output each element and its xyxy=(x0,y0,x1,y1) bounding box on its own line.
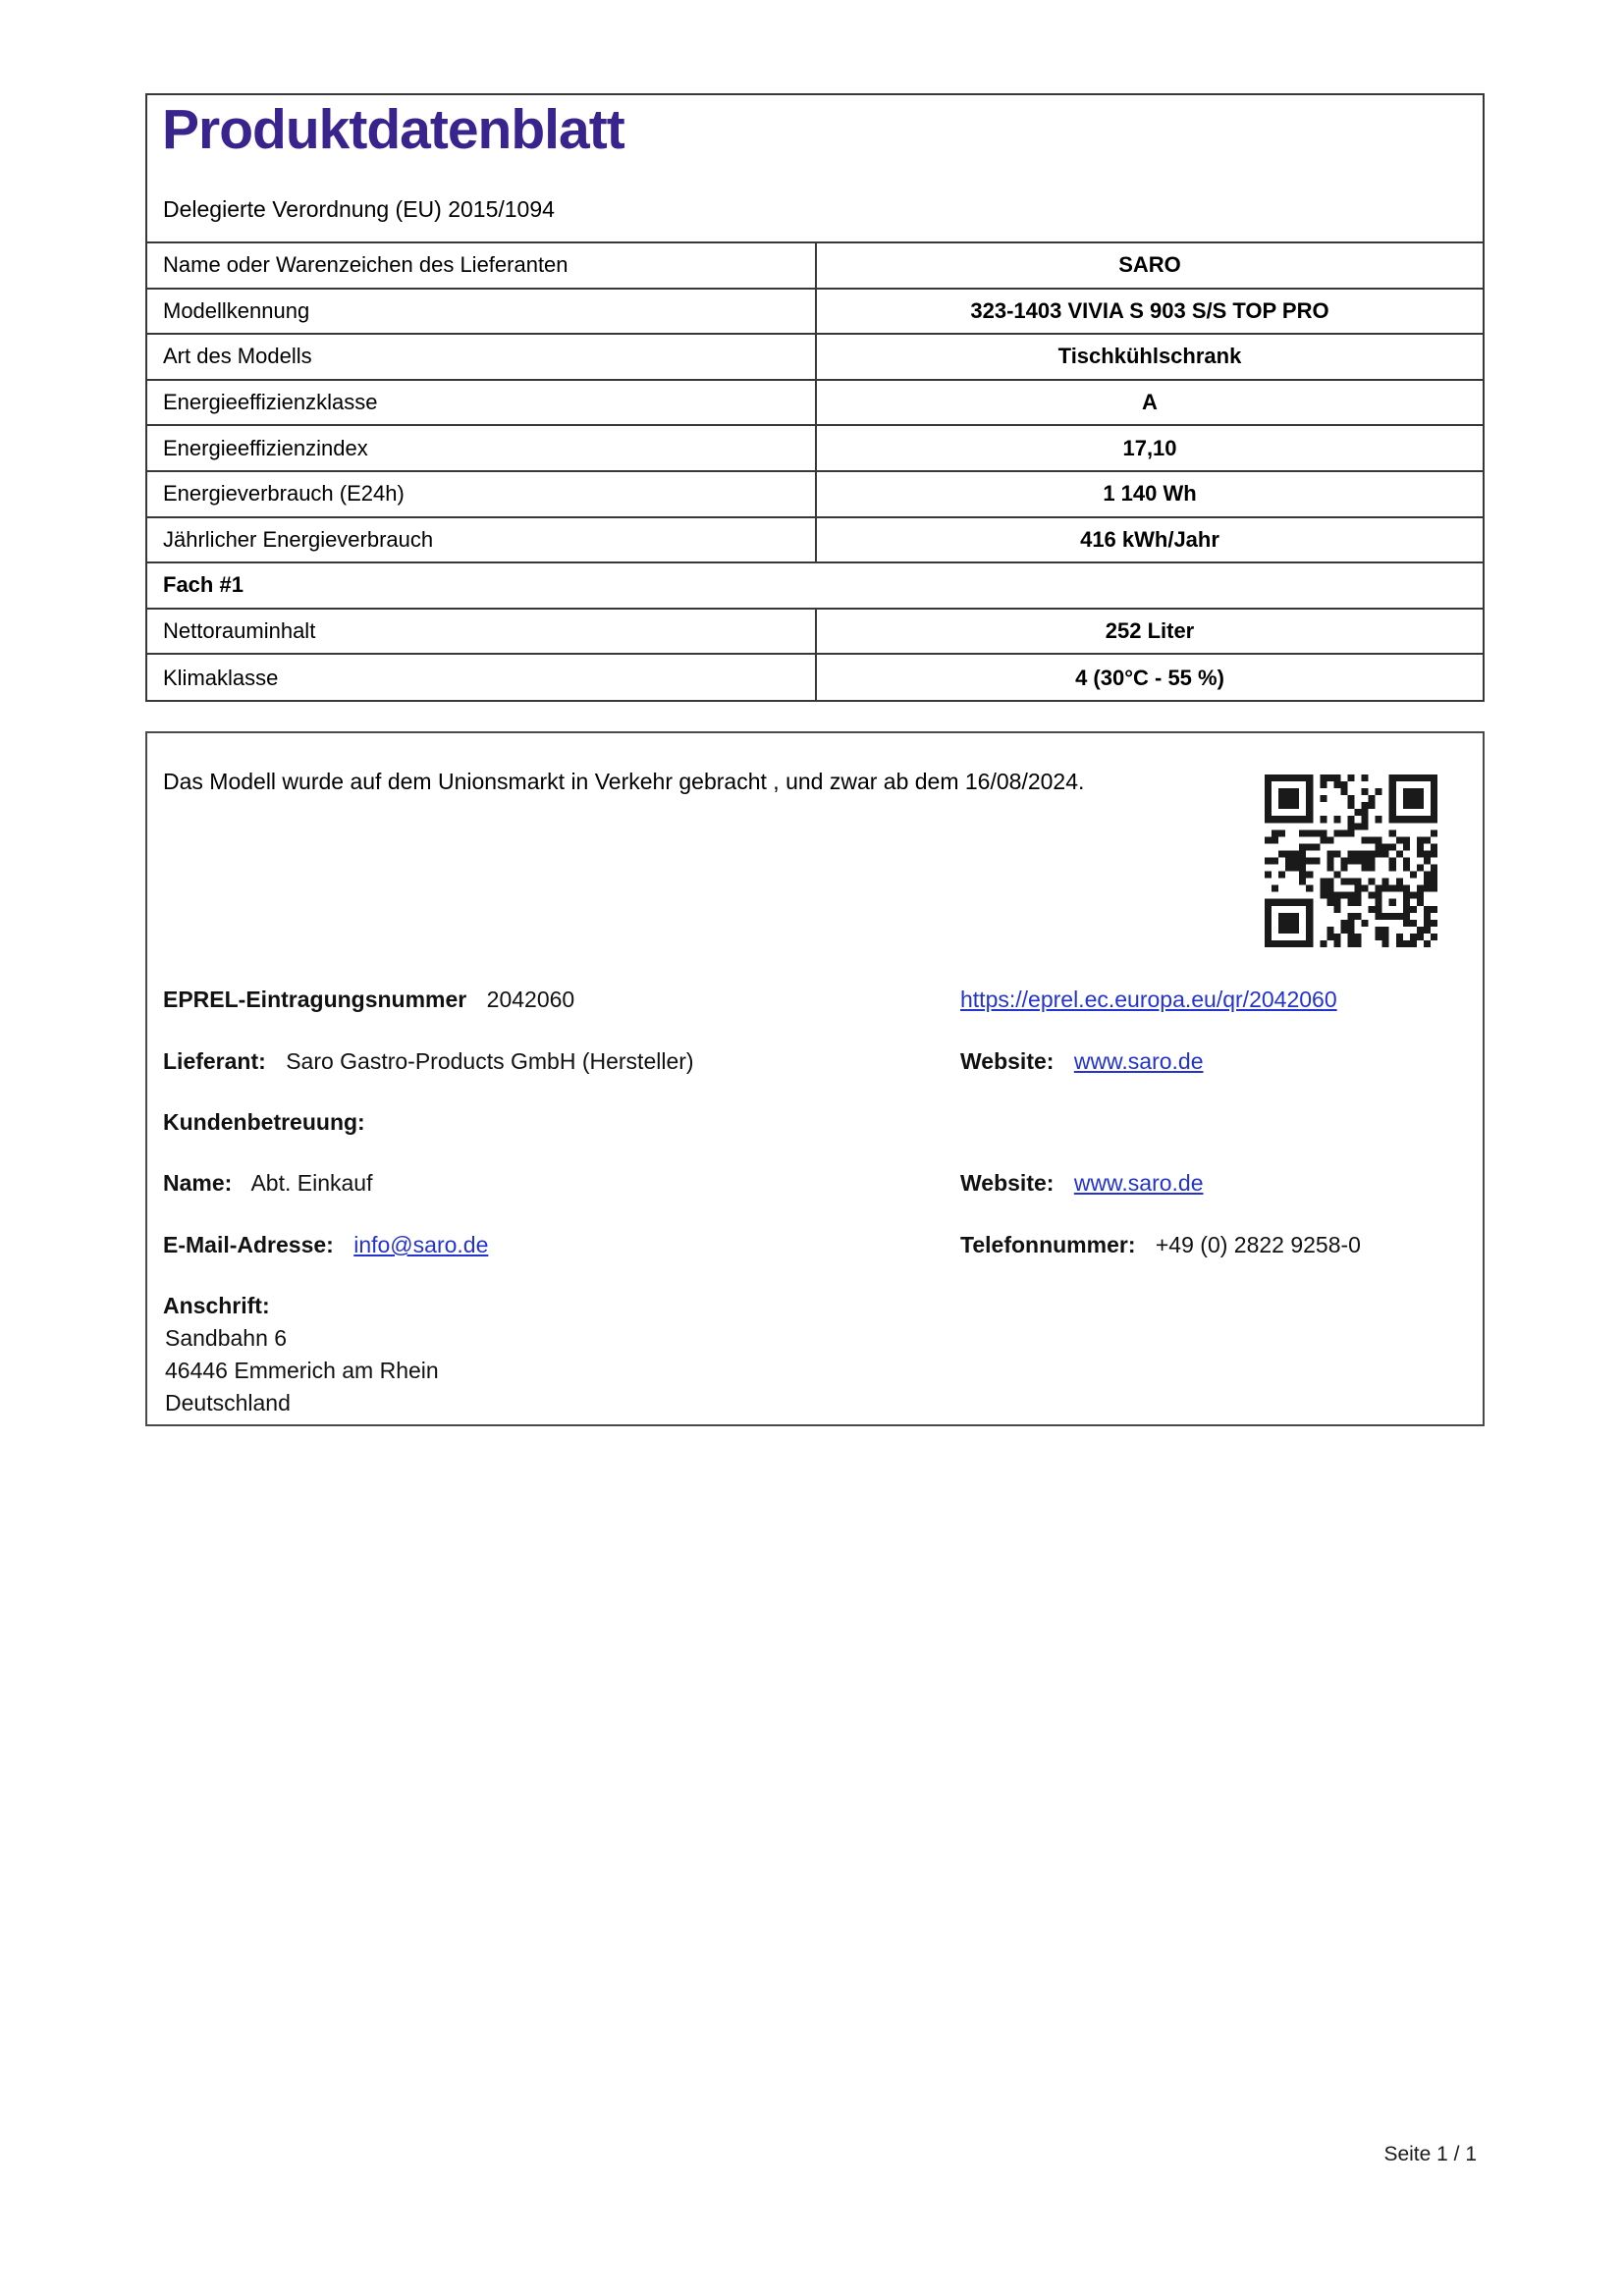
row-value: 416 kWh/Jahr xyxy=(815,518,1483,562)
table-row xyxy=(147,655,1483,701)
row-value: 4 (30°C - 55 %) xyxy=(815,655,1483,701)
row-value: A xyxy=(815,381,1483,425)
email-link[interactable]: info@saro.de xyxy=(353,1232,489,1257)
name-row-right xyxy=(960,1170,1204,1197)
website-label-1: Website: xyxy=(960,1048,1055,1074)
email-row-right xyxy=(960,1232,1361,1258)
row-value: 323-1403 VIVIA S 903 S/S TOP PRO xyxy=(815,290,1483,334)
email-label: E-Mail-Adresse: xyxy=(163,1232,334,1257)
row-label: Modellkennung xyxy=(163,297,310,323)
row-label: Jährlicher Energieverbrauch xyxy=(163,526,434,552)
table-section-row xyxy=(147,563,1483,610)
row-value: Tischkühlschrank xyxy=(815,335,1483,379)
address-line-1: Sandbahn 6 xyxy=(165,1325,288,1351)
supplier-row-left xyxy=(163,1048,694,1075)
name-label: Name: xyxy=(163,1170,233,1196)
supplier-label: Lieferant: xyxy=(163,1048,266,1074)
table-row xyxy=(147,335,1483,381)
qr-code-icon xyxy=(1265,774,1437,947)
table-row xyxy=(147,472,1483,518)
address-line-2: 46446 Emmerich am Rhein xyxy=(165,1358,439,1383)
page-number: Seite 1 / 1 xyxy=(1383,2143,1477,2165)
regulation-subtitle: Delegierte Verordnung (EU) 2015/1094 xyxy=(163,196,555,222)
phone-value: +49 (0) 2822 9258-0 xyxy=(1155,1232,1361,1257)
table-row xyxy=(147,290,1483,336)
supplier-value: Saro Gastro-Products GmbH (Hersteller) xyxy=(286,1048,694,1074)
page-title: Produktdatenblatt xyxy=(162,98,624,161)
document-header xyxy=(147,95,1483,243)
website-link-1[interactable]: www.saro.de xyxy=(1073,1048,1204,1074)
row-label: Nettorauminhalt xyxy=(163,618,316,644)
eprel-link[interactable]: https://eprel.ec.europa.eu/qr/2042060 xyxy=(960,987,1337,1012)
row-value: 1 140 Wh xyxy=(815,472,1483,516)
row-value: 252 Liter xyxy=(815,610,1483,654)
row-label: Energieverbrauch (E24h) xyxy=(163,481,405,507)
email-row-left xyxy=(163,1232,488,1258)
row-label: Energieeffizienzindex xyxy=(163,435,368,460)
address-header-row xyxy=(163,1293,270,1319)
market-placement-text: Das Modell wurde auf dem Unionsmarkt in Verkehr gebracht , und zwar ab dem 16/08/2024. xyxy=(163,769,1085,794)
table-row xyxy=(147,610,1483,656)
row-label: Klimaklasse xyxy=(163,665,279,690)
name-row-left xyxy=(163,1170,372,1197)
eprel-number: 2042060 xyxy=(486,987,575,1012)
table-row xyxy=(147,243,1483,290)
supplier-row-right xyxy=(960,1048,1204,1075)
phone-label: Telefonnummer: xyxy=(960,1232,1136,1257)
row-label: Energieeffizienzklasse xyxy=(163,390,378,415)
customer-care-row xyxy=(163,1109,365,1136)
address-line-3: Deutschland xyxy=(165,1390,291,1415)
eprel-row-right xyxy=(960,987,1337,1013)
customer-care-label: Kundenbetreuung: xyxy=(163,1109,365,1135)
website-link-2[interactable]: www.saro.de xyxy=(1073,1170,1204,1196)
product-info-box xyxy=(145,93,1485,702)
address-label: Anschrift: xyxy=(163,1293,270,1318)
market-contact-box xyxy=(145,731,1485,1426)
table-row xyxy=(147,518,1483,564)
eprel-row-left xyxy=(163,987,574,1013)
row-label: Name oder Warenzeichen des Lieferanten xyxy=(163,252,568,278)
table-row xyxy=(147,426,1483,472)
name-value: Abt. Einkauf xyxy=(250,1170,373,1196)
eprel-label: EPREL-Eintragungsnummer xyxy=(163,987,467,1012)
row-value: SARO xyxy=(815,243,1483,288)
table-row xyxy=(147,381,1483,427)
product-spec-table xyxy=(147,243,1483,701)
row-label: Fach #1 xyxy=(163,572,244,598)
row-label: Art des Modells xyxy=(163,344,312,369)
row-value: 17,10 xyxy=(815,426,1483,470)
website-label-2: Website: xyxy=(960,1170,1055,1196)
